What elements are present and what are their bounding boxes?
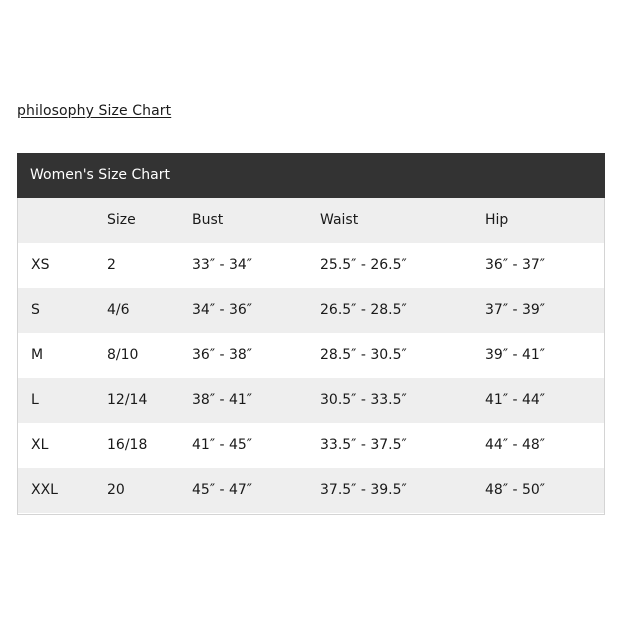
bust-value: 36″ - 38″ [192,347,253,363]
hip-value: 48″ - 50″ [485,482,546,498]
hip-value: 39″ - 41″ [485,347,546,363]
size-label: S [31,302,40,318]
column-header-waist: Waist [320,212,359,228]
size-number: 12/14 [107,392,148,408]
column-header-size: Size [107,212,136,228]
table-row [18,423,604,468]
waist-value: 30.5″ - 33.5″ [320,392,407,408]
table-row [18,243,604,288]
table-row [18,333,604,378]
size-number: 8/10 [107,347,139,363]
bust-value: 38″ - 41″ [192,392,253,408]
size-number: 16/18 [107,437,148,453]
waist-value: 26.5″ - 28.5″ [320,302,407,318]
bust-value: 41″ - 45″ [192,437,253,453]
waist-value: 37.5″ - 39.5″ [320,482,407,498]
table-row [18,468,604,513]
size-chart-title: Women's Size Chart [17,153,605,198]
waist-value: 25.5″ - 26.5″ [320,257,407,273]
size-label: XL [31,437,49,453]
size-label: L [31,392,39,408]
size-label: M [31,347,44,363]
size-chart-link[interactable]: philosophy Size Chart [17,103,172,119]
table-header-row [18,198,604,243]
waist-value: 28.5″ - 30.5″ [320,347,407,363]
hip-value: 41″ - 44″ [485,392,546,408]
column-header-bust: Bust [192,212,224,228]
size-label: XXL [31,482,58,498]
table-row [18,378,604,423]
size-label: XS [31,257,50,273]
size-number: 2 [107,257,116,273]
waist-value: 33.5″ - 37.5″ [320,437,407,453]
size-chart-table [17,153,605,515]
table-row [18,288,604,333]
hip-value: 36″ - 37″ [485,257,546,273]
hip-value: 37″ - 39″ [485,302,546,318]
column-header-hip: Hip [485,212,509,228]
bust-value: 45″ - 47″ [192,482,253,498]
bust-value: 33″ - 34″ [192,257,253,273]
size-number: 4/6 [107,302,130,318]
bust-value: 34″ - 36″ [192,302,253,318]
size-number: 20 [107,482,125,498]
hip-value: 44″ - 48″ [485,437,546,453]
